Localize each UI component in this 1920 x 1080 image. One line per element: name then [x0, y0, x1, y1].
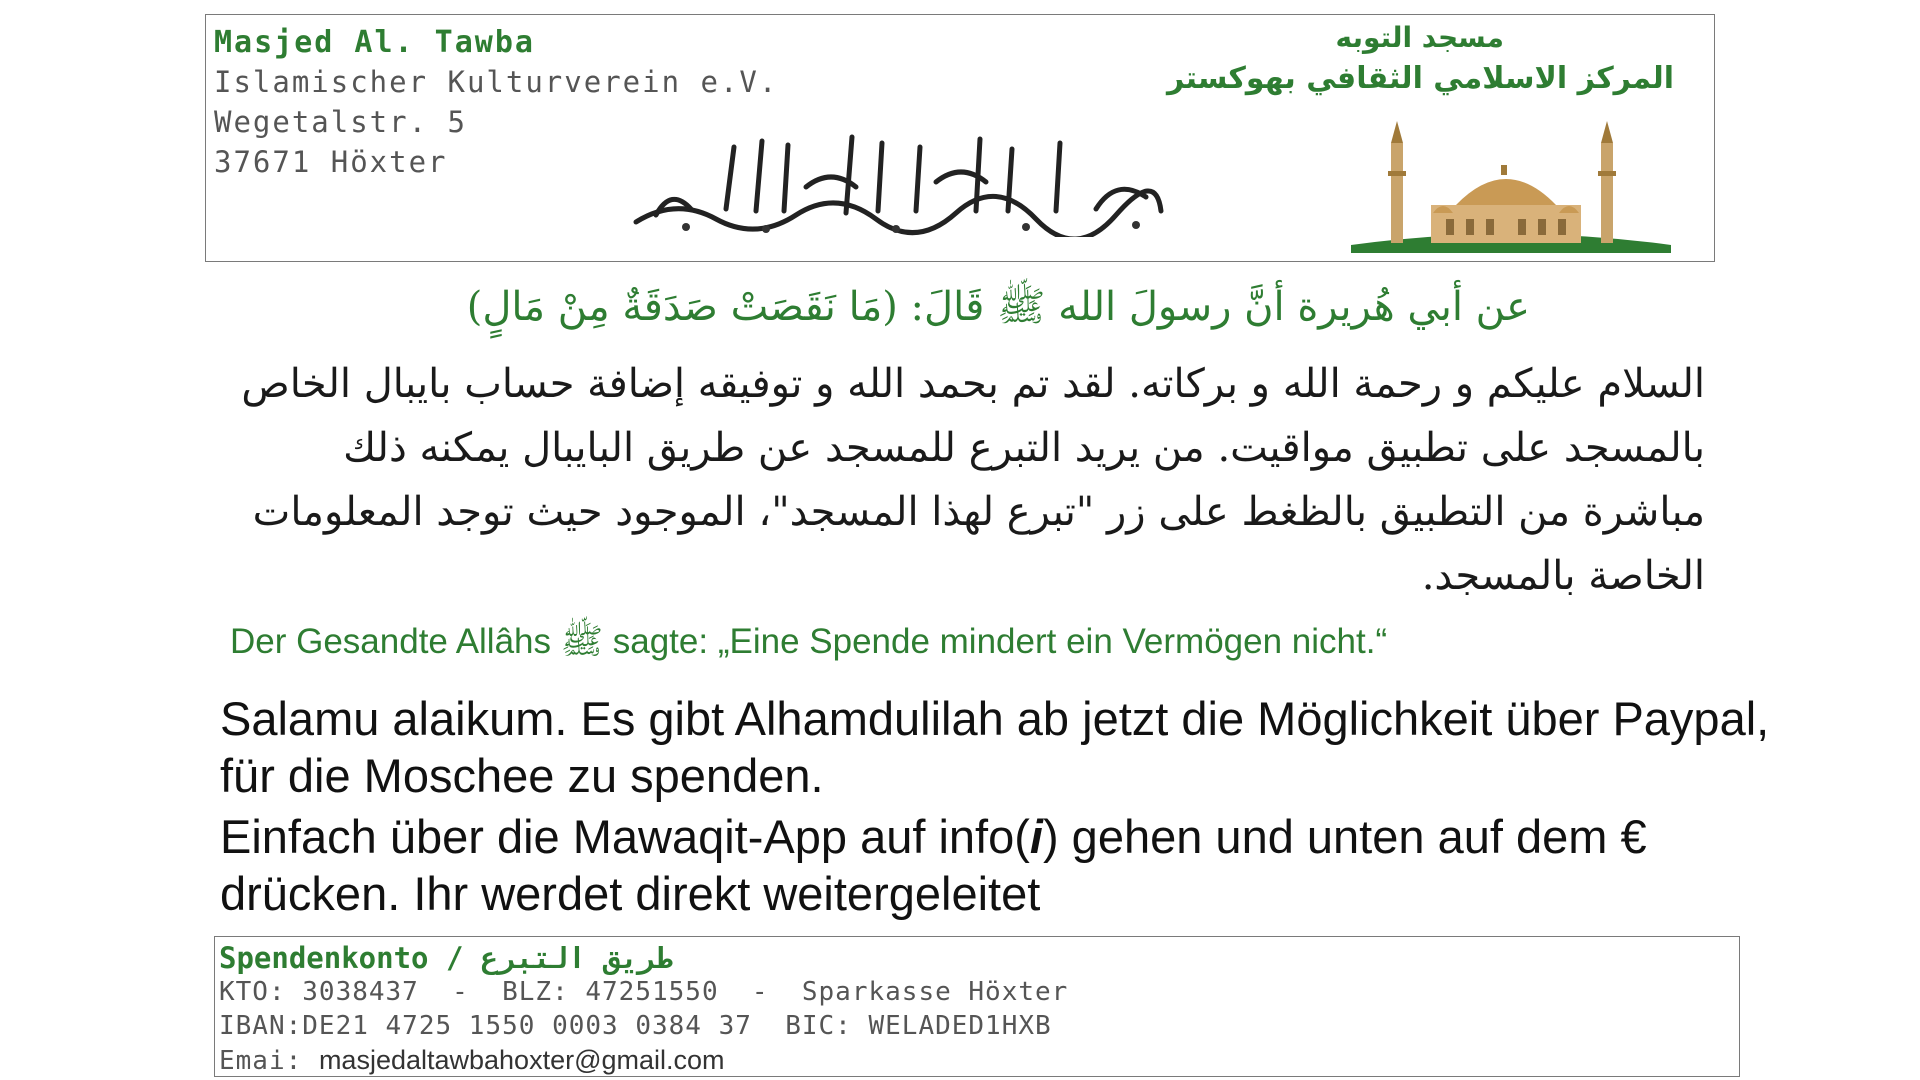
- german-p2-end: ) gehen und unten auf dem € drücken. Ihr werdet direkt weitergeleitet: [220, 810, 1647, 920]
- email-label: Emai:: [219, 1046, 303, 1076]
- german-paragraph-1: Salamu alaikum. Es gibt Alhamdulilah ab jetzt die Möglichkeit über Paypal, für die Moschee zu spenden.: [220, 692, 1770, 802]
- german-paragraph-2: [220, 808, 1780, 922]
- arabic-announcement: السلام عليكم و رحمة الله و بركاته. لقد تم بحمد الله و توفيقه إضافة حساب بايبال الخاص بالمسجد على تطبيق مواقيت. من يريد التبرع للمسجد عن طريق البايبال يمكنه ذلك مباشرة من التطبيق بالظغط على زر "تبرع لهذا المسجد"، الموجود حيث توجد المعلومات الخاصة بالمسجد.: [241, 361, 1705, 599]
- org-city: 37671 Höxter: [214, 145, 448, 179]
- org-name: Masjed Al. Tawba: [214, 25, 535, 60]
- german-hadith: Der Gesandte Allâhs ﷺ sagte: „Eine Spende mindert ein Vermögen nicht.“: [230, 622, 1388, 661]
- account-kto-line: KTO: 3038437 - BLZ: 47251550 - Sparkasse Höxter: [219, 977, 1069, 1007]
- account-title: Spendenkonto / طريق التبرع: [219, 941, 673, 975]
- german-p2-start: Einfach über die Mawaqit-App auf info(: [220, 810, 1030, 863]
- email-address[interactable]: masjedaltawbahoxter@gmail.com: [318, 1045, 725, 1075]
- account-email-line: [219, 1045, 725, 1076]
- donation-account-box: [214, 936, 1740, 1077]
- org-street: Wegetalstr. 5: [214, 105, 467, 139]
- arabic-org-subtitle: المركز الاسلامي الثقافي بهوكستر: [1167, 61, 1674, 96]
- info-i: i: [1029, 810, 1043, 863]
- arabic-hadith: عن أبي هُريرة أنَّ رسولَ الله ﷺ قَالَ: (مَا نَقَصَتْ صَدَقَةٌ مِنْ مَالٍ): [466, 284, 1530, 330]
- account-iban-line: IBAN:DE21 4725 1550 0003 0384 37 BIC: WELADED1HXB: [219, 1011, 1052, 1041]
- mosque-illustration: [1351, 113, 1671, 253]
- basmala-calligraphy: [616, 127, 1176, 237]
- org-subtitle: Islamischer Kulturverein e.V.: [214, 65, 779, 99]
- german-announcement: [220, 690, 1780, 922]
- header-box: [205, 14, 1715, 262]
- arabic-org-title: مسجد التوبه: [1335, 21, 1504, 54]
